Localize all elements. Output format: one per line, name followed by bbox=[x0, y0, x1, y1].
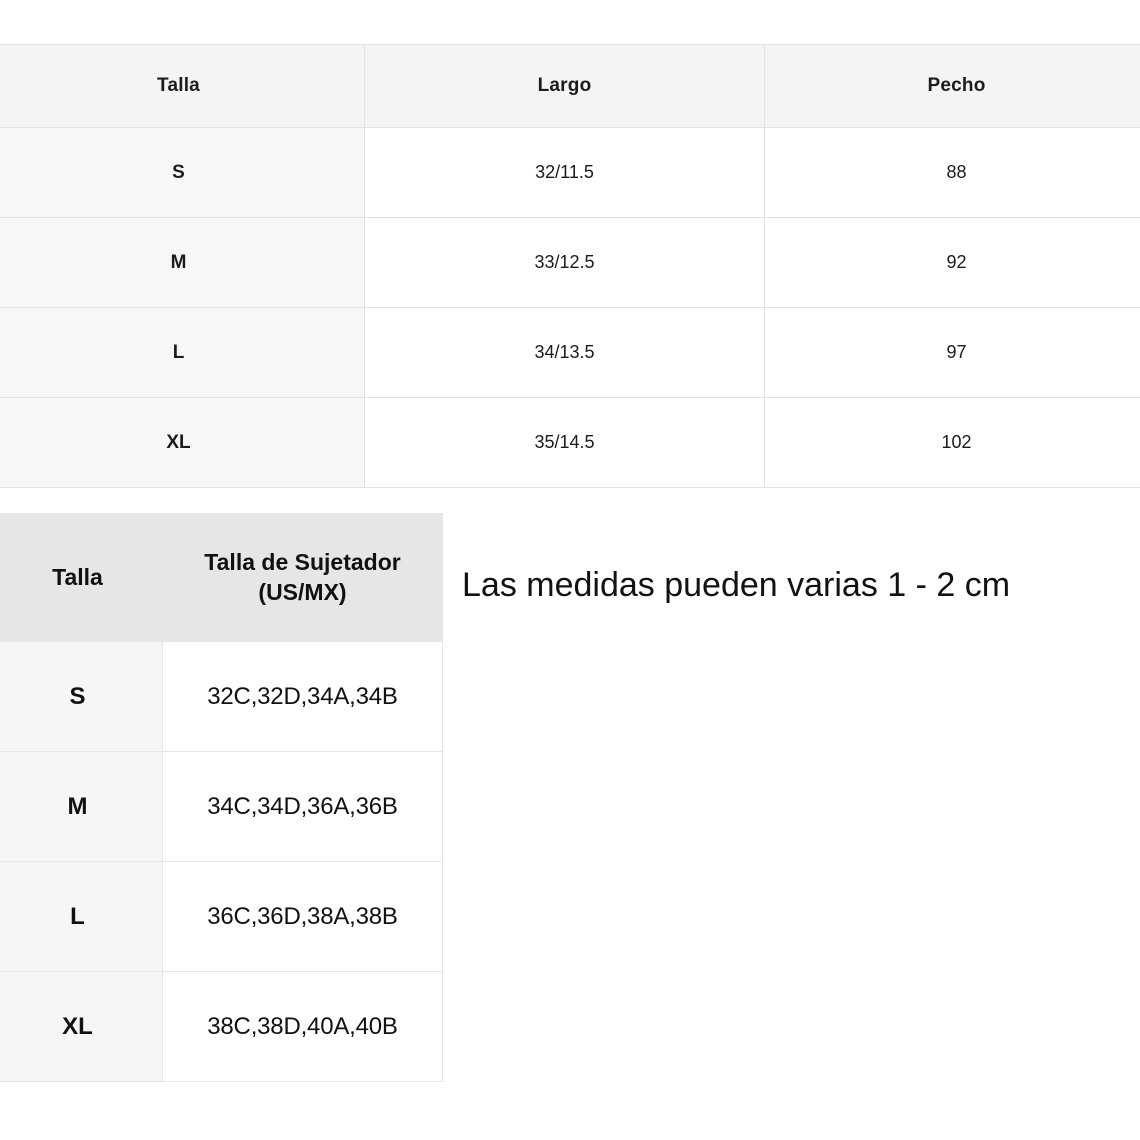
bra-size-body bbox=[0, 642, 443, 1082]
cell-pecho: 88 bbox=[765, 128, 1140, 218]
cell-talla: XL bbox=[0, 398, 365, 488]
table-row bbox=[0, 128, 1140, 218]
table-row bbox=[0, 398, 1140, 488]
cell-largo: 34/13.5 bbox=[365, 308, 765, 398]
cell-talla: XL bbox=[0, 972, 163, 1082]
column-header-talla-sujetador: Talla de Sujetador (US/MX) bbox=[163, 514, 443, 642]
column-header-talla: Talla bbox=[0, 45, 365, 128]
table-row bbox=[0, 642, 443, 752]
table-row bbox=[0, 308, 1140, 398]
column-header-pecho: Pecho bbox=[765, 45, 1140, 128]
cell-largo: 33/12.5 bbox=[365, 218, 765, 308]
measurement-note: Las medidas pueden varias 1 - 2 cm bbox=[462, 566, 1011, 604]
column-header-talla: Talla bbox=[0, 514, 163, 642]
cell-bra-size: 34C,34D,36A,36B bbox=[163, 752, 443, 862]
cell-talla: S bbox=[0, 128, 365, 218]
table-row bbox=[0, 218, 1140, 308]
cell-pecho: 92 bbox=[765, 218, 1140, 308]
cell-bra-size: 32C,32D,34A,34B bbox=[163, 642, 443, 752]
size-chart-body bbox=[0, 128, 1140, 488]
cell-talla: S bbox=[0, 642, 163, 752]
cell-pecho: 97 bbox=[765, 308, 1140, 398]
table-row bbox=[0, 862, 443, 972]
column-header-largo: Largo bbox=[365, 45, 765, 128]
cell-talla: M bbox=[0, 218, 365, 308]
cell-largo: 35/14.5 bbox=[365, 398, 765, 488]
table-row bbox=[0, 752, 443, 862]
cell-talla: L bbox=[0, 862, 163, 972]
bra-size-header bbox=[0, 514, 443, 642]
size-chart-table bbox=[0, 44, 1140, 488]
cell-bra-size: 36C,36D,38A,38B bbox=[163, 862, 443, 972]
bra-size-table bbox=[0, 513, 443, 1082]
cell-talla: L bbox=[0, 308, 365, 398]
cell-largo: 32/11.5 bbox=[365, 128, 765, 218]
table-header-row bbox=[0, 514, 443, 642]
cell-bra-size: 38C,38D,40A,40B bbox=[163, 972, 443, 1082]
cell-pecho: 102 bbox=[765, 398, 1140, 488]
table-header-row bbox=[0, 45, 1140, 128]
cell-talla: M bbox=[0, 752, 163, 862]
table-row bbox=[0, 972, 443, 1082]
size-chart-header bbox=[0, 45, 1140, 128]
